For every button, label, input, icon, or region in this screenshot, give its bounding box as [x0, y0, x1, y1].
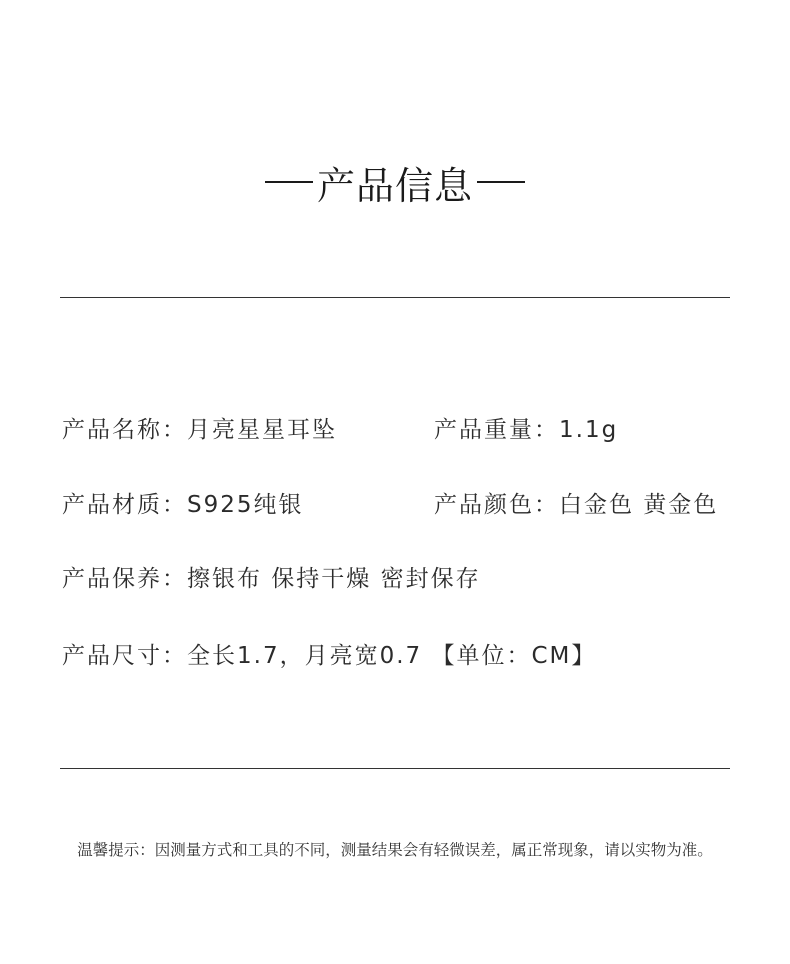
spec-color-value: 白金色 黄金色 — [559, 492, 719, 518]
spec-material-label: 产品材质： — [62, 492, 187, 518]
spec-name — [62, 415, 337, 445]
spec-care-label: 产品保养： — [62, 566, 187, 592]
disclaimer-note: 温馨提示：因测量方式和工具的不同，测量结果会有轻微误差，属正常现象，请以实物为准。 — [77, 841, 713, 859]
spec-care — [62, 564, 481, 594]
spec-name-value: 月亮星星耳坠 — [187, 417, 337, 443]
top-divider — [60, 297, 730, 298]
title-right-dash — [477, 181, 525, 183]
spec-size-value: 全长1.7，月亮宽0.7 【单位：CM】 — [187, 643, 597, 669]
page-title: 产品信息 — [316, 163, 473, 208]
spec-color — [434, 490, 718, 520]
bottom-divider — [60, 768, 730, 769]
spec-name-label: 产品名称： — [62, 417, 187, 443]
spec-color-label: 产品颜色： — [434, 492, 559, 518]
spec-care-value: 擦银布 保持干燥 密封保存 — [187, 566, 481, 592]
spec-weight-value: 1.1g — [559, 417, 619, 443]
spec-weight — [434, 415, 618, 445]
spec-size-label: 产品尺寸： — [62, 643, 187, 669]
spec-weight-label: 产品重量： — [434, 417, 559, 443]
title-left-dash — [265, 181, 313, 183]
spec-material — [62, 490, 304, 520]
spec-material-value: S925纯银 — [187, 492, 304, 518]
spec-size — [62, 641, 596, 671]
section-title — [0, 152, 790, 212]
